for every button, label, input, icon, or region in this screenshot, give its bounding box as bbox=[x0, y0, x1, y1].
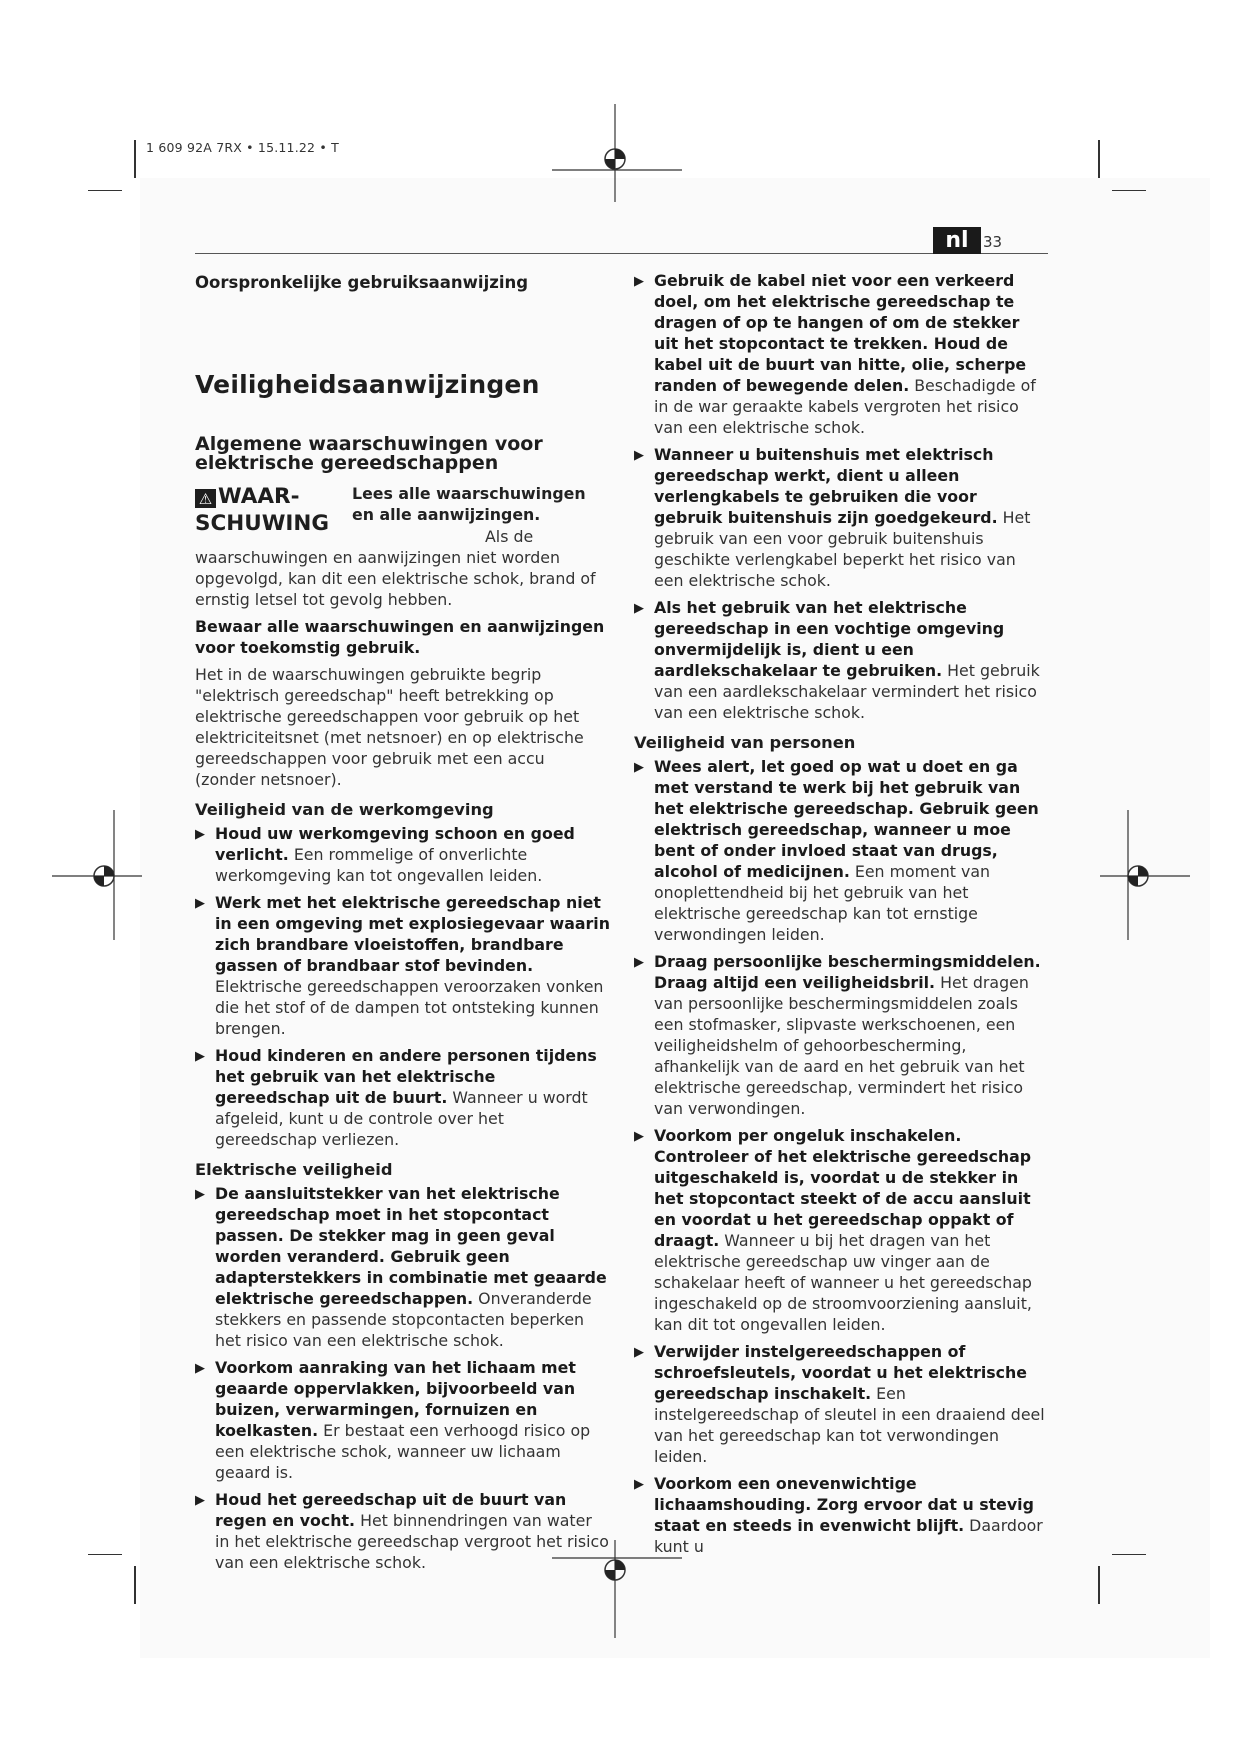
warning-intro bbox=[352, 483, 602, 525]
bullet-arrow-icon: ▶ bbox=[195, 896, 205, 911]
section-title: Veiligheidsaanwijzingen bbox=[195, 370, 540, 399]
registration-mark-icon bbox=[52, 810, 142, 940]
list-item: ▶ Houd uw werkomgeving schoon en goed verlicht. Een rommelige of onverlichte werkomgeving kan tot ongevallen leiden. bbox=[195, 824, 575, 885]
bullet-arrow-icon: ▶ bbox=[634, 1129, 644, 1144]
section-heading-electrical: Elektrische veiligheid bbox=[195, 1160, 393, 1179]
bullet-arrow-icon: ▶ bbox=[195, 1493, 205, 1508]
crop-mark bbox=[1112, 190, 1146, 191]
list-item: ▶ Houd kinderen en andere personen tijdens het gebruik van het elektrische gereedschap uit de buurt. Wanneer u wordt afgeleid, kunt u de controle over het gereedschap verliezen. bbox=[195, 1046, 597, 1149]
bullet-arrow-icon: ▶ bbox=[634, 448, 644, 463]
bullet-arrow-icon: ▶ bbox=[634, 1477, 644, 1492]
crop-mark bbox=[1098, 140, 1100, 178]
bullet-arrow-icon: ▶ bbox=[195, 1187, 205, 1202]
list-item: ▶ Voorkom aanraking van het lichaam met geaarde oppervlakken, bijvoorbeeld van buizen, verwarmingen, fornuizen en koelkasten. Er bestaat een verhoogd risico op een elektrische schok, wanneer uw lichaam geaard is. bbox=[195, 1358, 591, 1482]
section-heading-work-area: Veiligheid van de werkomgeving bbox=[195, 800, 494, 819]
list-item: ▶ Wees alert, let goed op wat u doet en ga met verstand te werk bij het gebruik van het elektrische gereedschap. Gebruik geen elektrisch gereedschap, wanneer u moe bent of onder invloed staat van drugs, alcohol of medicijnen. Een moment van onoplettendheid bij het gebruik van het elektrische gereedschap kan tot ernstige verwondingen leiden. bbox=[634, 757, 1039, 944]
list-item: ▶ Draag persoonlijke beschermingsmiddelen. Draag altijd een veiligheidsbril. Het dragen van persoonlijke beschermingsmiddelen zoals een stofmasker, slipvaste werkschoenen, een veiligheidshelm of gehoorbescherming, afhankelijk van de aard en het gebruik van het elektrische gereedschap, vermindert het risico van verwondingen. bbox=[634, 952, 1041, 1118]
warning-block bbox=[195, 483, 610, 536]
crop-mark bbox=[134, 1566, 136, 1604]
document-code: 1 609 92A 7RX • 15.11.22 • T bbox=[146, 140, 339, 155]
warning-triangle-icon: ⚠ bbox=[195, 489, 216, 508]
bullet-arrow-icon: ▶ bbox=[634, 1345, 644, 1360]
bullet-arrow-icon: ▶ bbox=[634, 601, 644, 616]
bullet-arrow-icon: ▶ bbox=[195, 1361, 205, 1376]
bullet-arrow-icon: ▶ bbox=[195, 1049, 205, 1064]
keep-instructions: Bewaar alle waarschuwingen en aanwijzingen voor toekomstig gebruik. bbox=[195, 617, 605, 657]
list-item: ▶ Werk met het elektrische gereedschap niet in een omgeving met explosiegevaar waarin zich brandbare vloeistoffen, brandbare gassen of brandbaar stof bevinden. Elektrische gereedschappen veroorzaken vonken die het stof of de dampen tot ontsteking kunnen brengen. bbox=[195, 893, 610, 1038]
list-item: ▶ Voorkom een onevenwichtige lichaamshouding. Zorg ervoor dat u stevig staat en steeds in evenwicht blijft. Daardoor kunt u bbox=[634, 1474, 1043, 1556]
bullet-arrow-icon: ▶ bbox=[634, 760, 644, 775]
definition-text: Het in de waarschuwingen gebruikte begrip "elektrisch gereedschap" heeft betrekking op elektrische gereedschappen voor gebruik op het elektriciteitsnet (met netsnoer) en op elektrische gereedschappen voor gebruik met een accu (zonder netsnoer). bbox=[195, 665, 584, 789]
crop-mark bbox=[1098, 1566, 1100, 1604]
language-tab: nl bbox=[933, 227, 981, 254]
crop-mark bbox=[88, 1554, 122, 1555]
warning-label-line2: SCHUWING bbox=[195, 511, 330, 536]
crop-mark bbox=[88, 190, 122, 191]
list-item: ▶ Wanneer u buitenshuis met elektrisch gereedschap werkt, dient u alleen verlengkabels te gebruiken die voor gebruik buitenshuis zijn goedgekeurd. Het gebruik van een voor gebruik buitenshuis geschikte verlengkabel beperkt het risico van een elektrische schok. bbox=[634, 445, 1031, 590]
list-item: ▶ Voorkom per ongeluk inschakelen. Controleer of het elektrische gereedschap uitgeschakeld is, voordat u de stekker in het stopcontact steekt of de accu aansluit en voordat u het gereedschap oppakt of draagt. Wanneer u bij het dragen van het elektrische gereedschap uw vinger aan de schakelaar heeft of wanneer u het gereedschap ingeschakeld op de stroomvoorziening aansluit, kan dit tot ongevallen leiden. bbox=[634, 1126, 1032, 1334]
list-item: ▶ Verwijder instelgereedschappen of schroefsleutels, voordat u het elektrische gereedschap inschakelt. Een instelgereedschap of sleutel in een draaiend deel van het gereedschap kan tot verwondingen leiden. bbox=[634, 1342, 1045, 1466]
list-item: ▶ De aansluitstekker van het elektrische gereedschap moet in het stopcontact passen. De stekker mag in geen geval worden veranderd. Gebruik geen adapterstekkers in combinatie met geaarde elektrische gereedschappen. Onveranderde stekkers en passende stopcontacten beperken het risico van een elektrische schok. bbox=[195, 1184, 607, 1350]
crop-mark bbox=[134, 140, 136, 178]
list-item: ▶ Houd het gereedschap uit de buurt van regen en vocht. Het binnendringen van water in het elektrische gereedschap vergroot het risico van een elektrische schok. bbox=[195, 1490, 609, 1572]
page-number: 33 bbox=[983, 233, 1003, 251]
list-item: ▶ Gebruik de kabel niet voor een verkeerd doel, om het elektrische gereedschap te dragen of op te hangen of om de stekker uit het stopcontact te trekken. Houd de kabel uit de buurt van hitte, olie, scherpe randen of bewegende delen. Beschadigde of in de war geraakte kabels vergroten het risico van een elektrische schok. bbox=[634, 271, 1036, 437]
right-column bbox=[634, 270, 1049, 1563]
list-item: ▶ Als het gebruik van het elektrische gereedschap in een vochtige omgeving onvermijdelijk is, dient u een aardlekschakelaar te gebruiken. Het gebruik van een aardlekschakelaar vermindert het risico van een elektrische schok. bbox=[634, 598, 1040, 722]
work-area-list bbox=[195, 823, 610, 1150]
bullet-arrow-icon: ▶ bbox=[195, 827, 205, 842]
bullet-arrow-icon: ▶ bbox=[634, 274, 644, 289]
warning-label-line1: WAAR- bbox=[218, 484, 300, 509]
bullet-arrow-icon: ▶ bbox=[634, 955, 644, 970]
warning-bold-text: Lees alle waarschuwingen en alle aanwijzingen. bbox=[352, 484, 586, 524]
electrical-safety-list-continued bbox=[634, 270, 1049, 723]
left-column bbox=[195, 270, 610, 1579]
electrical-safety-list bbox=[195, 1183, 610, 1573]
personal-safety-list bbox=[634, 756, 1049, 1557]
registration-mark-icon bbox=[1100, 810, 1190, 940]
subsection-title: Algemene waarschuwingen voor elektrische gereedschappen bbox=[195, 433, 543, 474]
header-rule bbox=[195, 253, 1048, 254]
document-subtitle: Oorspronkelijke gebruiksaanwijzing bbox=[195, 273, 529, 292]
crop-mark bbox=[1112, 1554, 1146, 1555]
registration-mark-icon bbox=[552, 104, 682, 202]
warning-text: Als de waarschuwingen en aanwijzingen niet worden opgevolgd, kan dit een elektrische schok, brand of ernstig letsel tot gevolg hebben. bbox=[195, 527, 596, 609]
section-heading-personal: Veiligheid van personen bbox=[634, 733, 856, 752]
warning-label bbox=[195, 483, 355, 537]
